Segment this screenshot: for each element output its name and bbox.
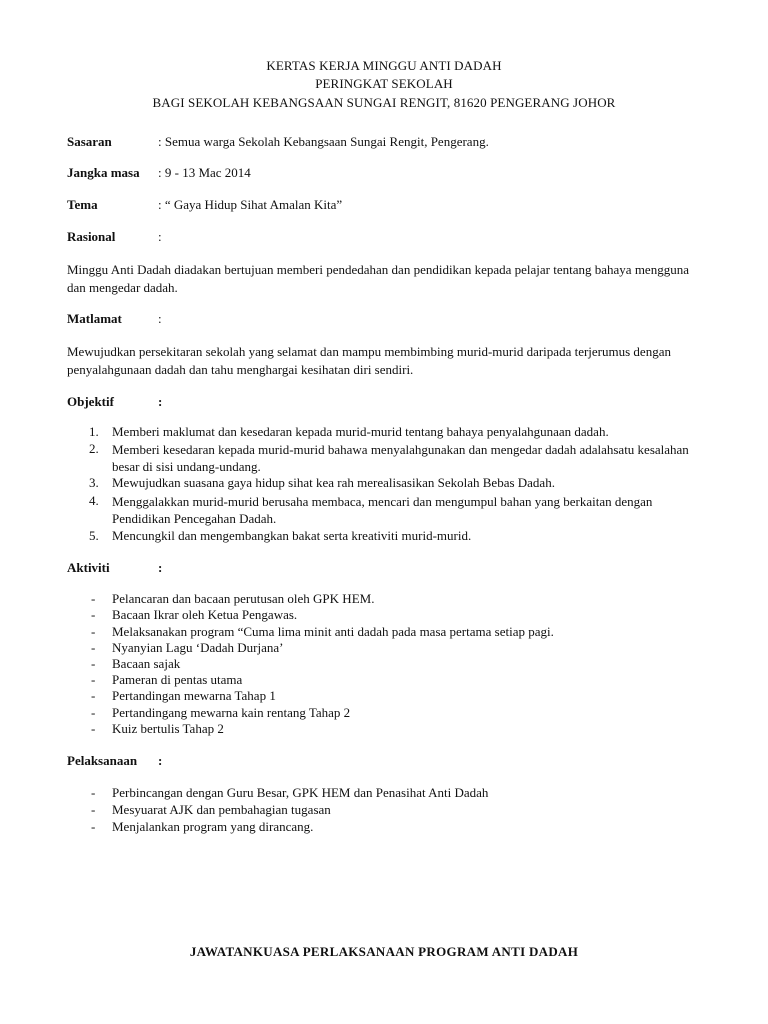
matlamat-colon: : [158, 311, 162, 326]
bullet-dash: - [91, 721, 96, 736]
list-item: Memberi maklumat dan kesedaran kepada murid-murid tentang bahaya penyalahgunaan dadah. [112, 424, 609, 439]
list-item: Bacaan sajak [112, 656, 181, 671]
list-item: Pertandingan mewarna Tahap 1 [112, 688, 276, 703]
pelaksanaan-label: Pelaksanaan [67, 753, 138, 768]
list-item: Melaksanakan program “Cuma lima minit anti dadah pada masa pertama setiap pagi. [112, 624, 554, 639]
rasional-text: Minggu Anti Dadah diadakan bertujuan memberi pendedahan dan pendidikan kepada pelajar tentang bahaya mengguna dan mengedar dadah. [67, 262, 689, 295]
list-item: Pameran di pentas utama [112, 672, 243, 687]
list-item: Pelancaran dan bacaan perutusan oleh GPK HEM. [112, 591, 375, 606]
rasional-label: Rasional [67, 229, 116, 244]
bullet-dash: - [91, 591, 96, 606]
list-item: Pertandingang mewarna kain rentang Tahap 2 [112, 705, 351, 720]
list-item: Mencungkil dan mengembangkan bakat serta kreativiti murid-murid. [112, 528, 472, 543]
tema-value: : “ Gaya Hidup Sihat Amalan Kita” [158, 197, 343, 212]
committee-heading: JAWATANKUASA PERLAKSANAAN PROGRAM ANTI DADAH [189, 944, 579, 959]
aktiviti-colon: : [158, 560, 163, 575]
objektif-colon: : [158, 394, 163, 409]
document-title: KERTAS KERJA MINGGU ANTI DADAH [266, 58, 502, 73]
bullet-dash: - [91, 819, 96, 834]
bullet-dash: - [91, 785, 96, 800]
list-item: Mesyuarat AJK dan pembahagian tugasan [112, 802, 331, 817]
list-item-number: 3. [89, 475, 99, 490]
list-item: Bacaan Ikrar oleh Ketua Pengawas. [112, 607, 298, 622]
bullet-dash: - [91, 802, 96, 817]
bullet-dash: - [91, 624, 96, 639]
document-subtitle: PERINGKAT SEKOLAH [315, 76, 453, 91]
list-item: Nyanyian Lagu ‘Dadah Durjana’ [112, 640, 284, 655]
list-item: Perbincangan dengan Guru Besar, GPK HEM dan Penasihat Anti Dadah [112, 785, 489, 800]
list-item: Menjalankan program yang dirancang. [112, 819, 314, 834]
list-item-number: 4. [89, 493, 99, 508]
sasaran-value: : Semua warga Sekolah Kebangsaan Sungai Rengit, Pengerang. [158, 134, 489, 149]
list-item: Memberi kesedaran kepada murid-murid bahawa menyalahgunakan dan mengedar dadah adalahsatu kesalahan besar di sisi undang-undang. [112, 442, 689, 474]
list-item-number: 1. [89, 424, 99, 439]
rasional-colon: : [158, 229, 162, 244]
bullet-dash: - [91, 607, 96, 622]
matlamat-text: Mewujudkan persekitaran sekolah yang selamat dan mampu membimbing murid-murid daripada terjerumus dengan penyalahgunaan dadah dan tahu menghargai kesihatan diri sendiri. [67, 344, 671, 377]
pelaksanaan-colon: : [158, 753, 163, 768]
list-item-number: 5. [89, 528, 99, 543]
aktiviti-label: Aktiviti [67, 560, 110, 575]
objektif-label: Objektif [67, 394, 114, 409]
matlamat-label: Matlamat [67, 311, 122, 326]
list-item: Mewujudkan suasana gaya hidup sihat kea rah merealisasikan Sekolah Bebas Dadah. [112, 475, 555, 490]
school-name: BAGI SEKOLAH KEBANGSAAN SUNGAI RENGIT, 81620 PENGERANG JOHOR [152, 95, 616, 110]
list-item-number: 2. [89, 441, 99, 456]
sasaran-label: Sasaran [67, 134, 112, 149]
tema-label: Tema [67, 197, 98, 212]
bullet-dash: - [91, 640, 96, 655]
list-item: Kuiz bertulis Tahap 2 [112, 721, 224, 736]
bullet-dash: - [91, 672, 96, 687]
jangka-masa-value: : 9 - 13 Mac 2014 [158, 165, 251, 180]
bullet-dash: - [91, 656, 96, 671]
bullet-dash: - [91, 705, 96, 720]
jangka-masa-label: Jangka masa [67, 165, 140, 180]
list-item: Menggalakkan murid-murid berusaha membaca, mencari dan mengumpul bahan yang berkaitan dengan Pendidikan Pencegahan Dadah. [112, 494, 653, 526]
bullet-dash: - [91, 688, 96, 703]
